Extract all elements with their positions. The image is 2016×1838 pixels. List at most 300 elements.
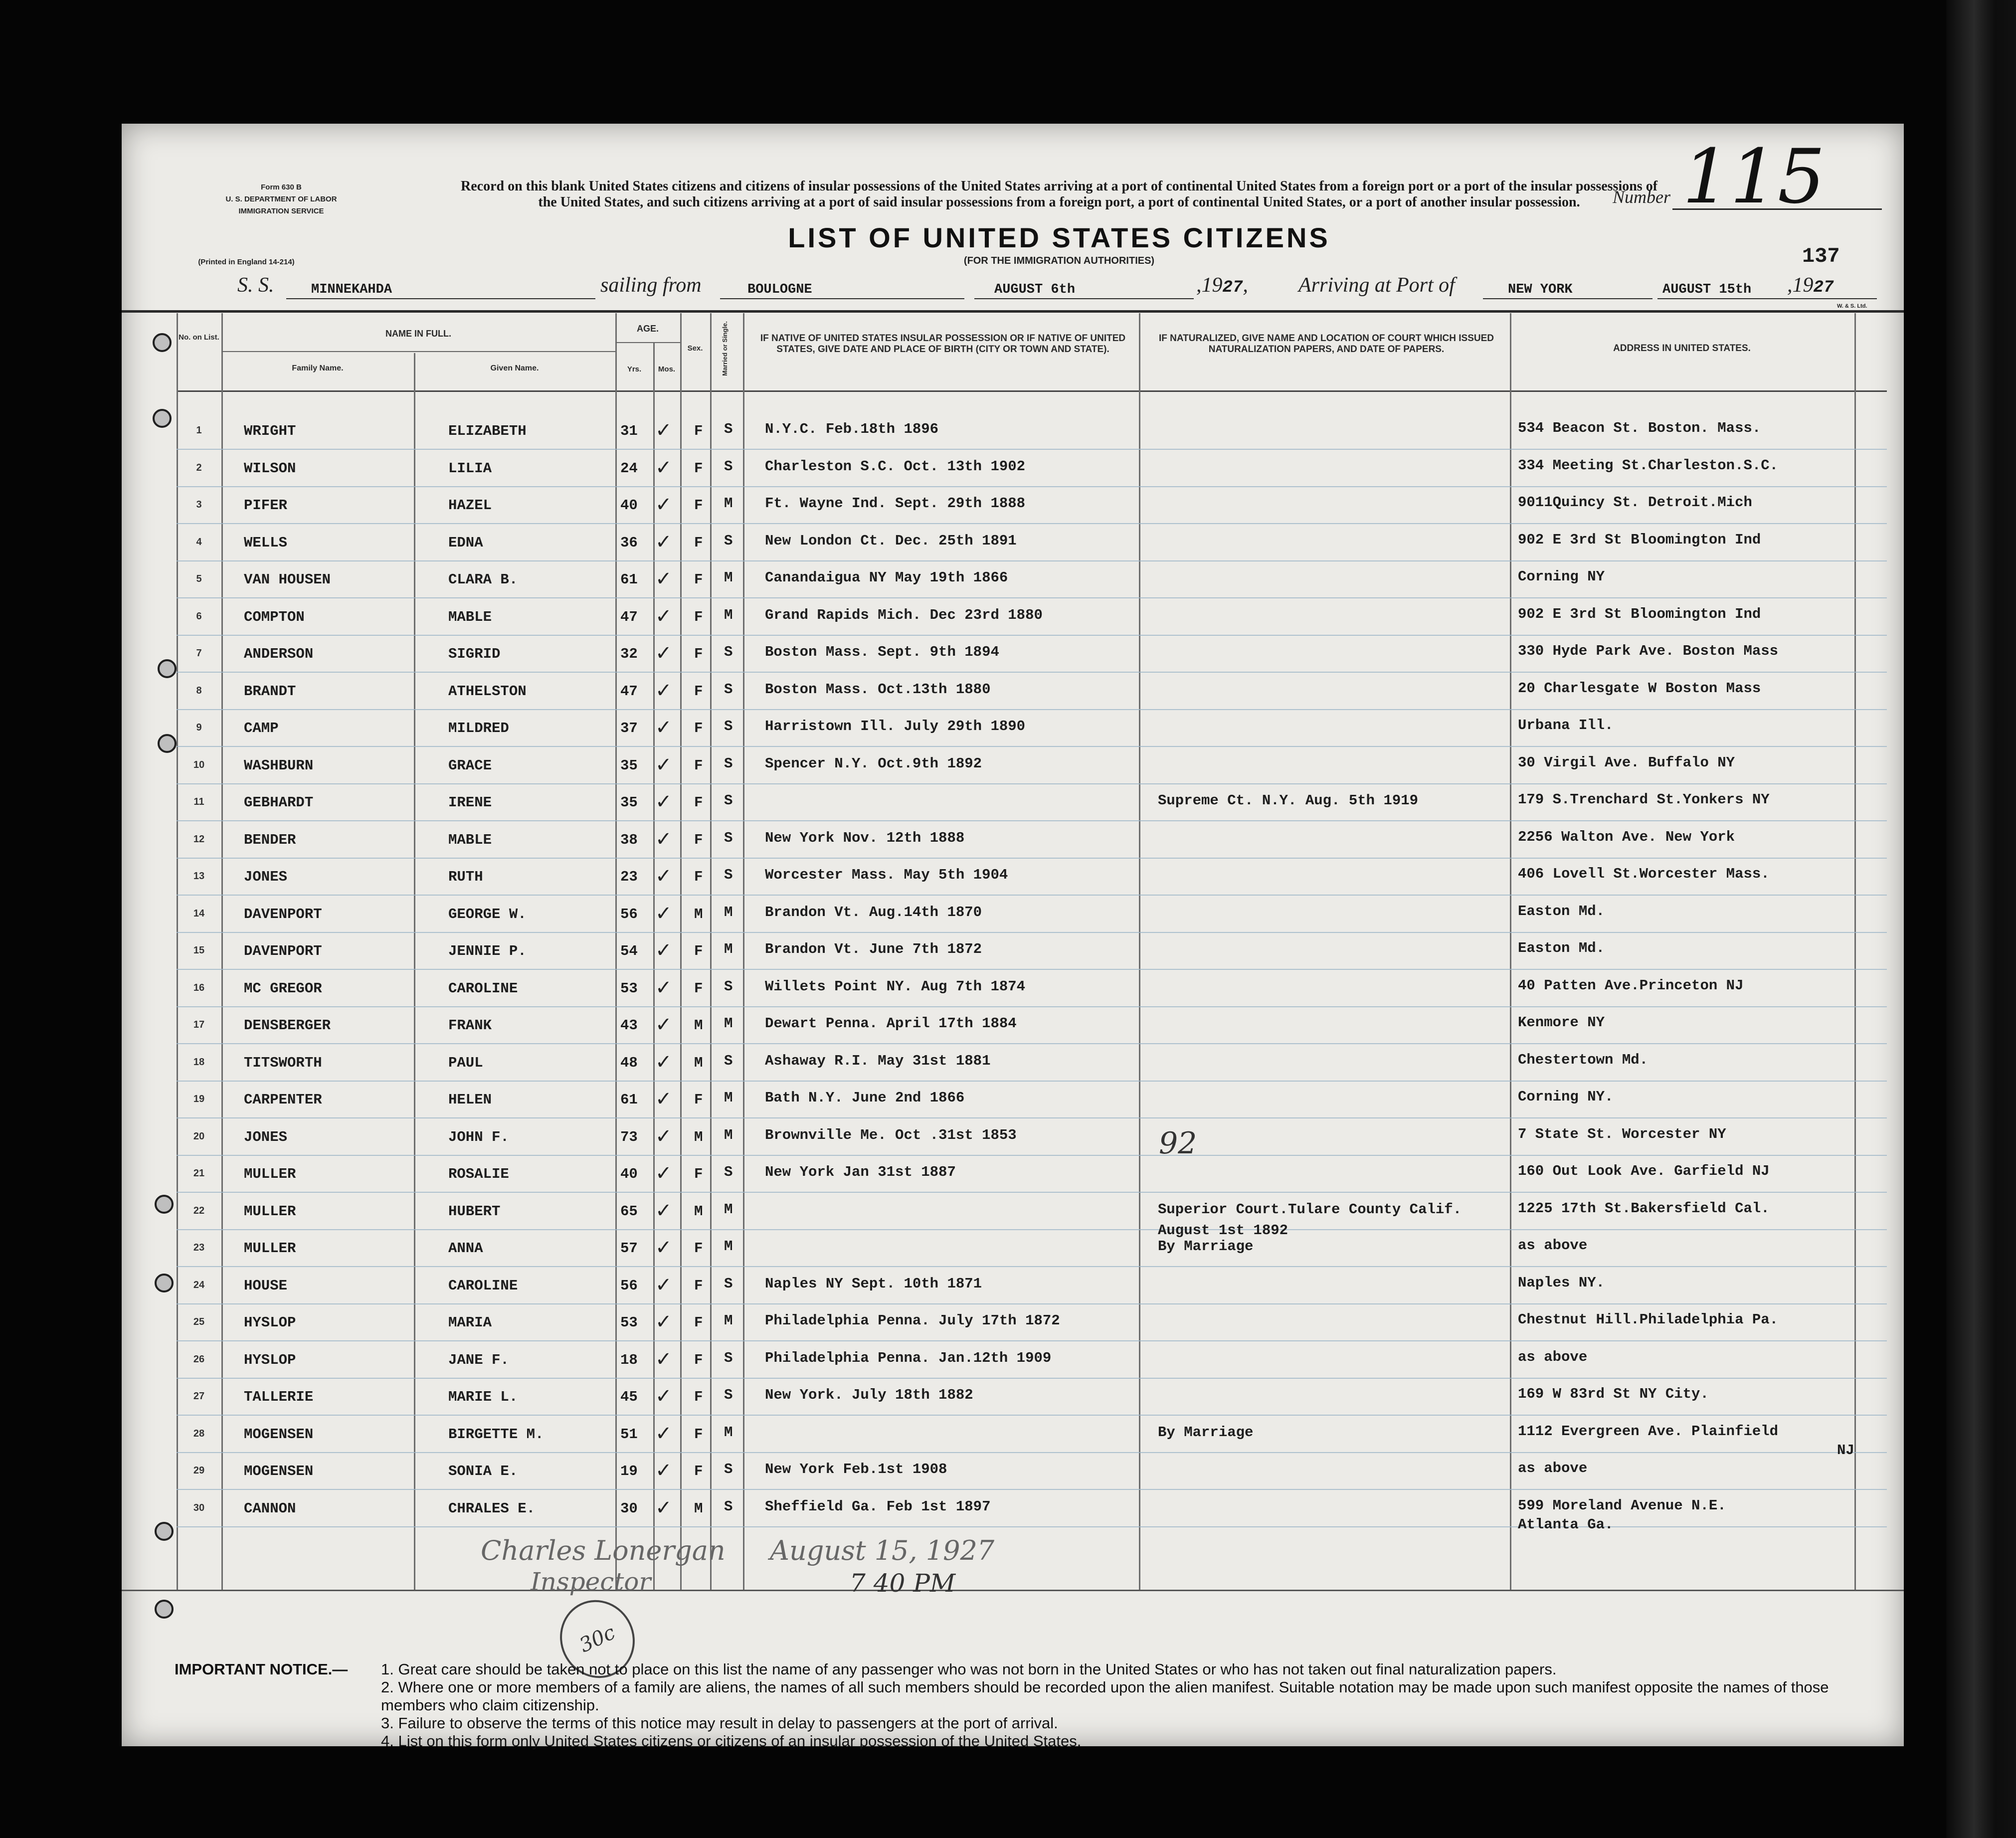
marital-status: M xyxy=(724,495,733,512)
birth-place-date: Willets Point NY. Aug 7th 1874 xyxy=(765,978,1026,995)
check-mark-icon: ✓ xyxy=(655,790,672,813)
list-number: 115 xyxy=(1682,134,1826,220)
row-line xyxy=(177,1452,1887,1453)
family-name: TALLERIE xyxy=(244,1389,314,1405)
row-line xyxy=(177,858,1887,859)
signature-date: August 15, 1927 xyxy=(770,1535,995,1566)
notice-item-3: 3. Failure to observe the terms of this notice may result in delay to passengers at the port of arrival. xyxy=(381,1714,1058,1732)
col-divider xyxy=(680,313,682,1590)
row-number: 7 xyxy=(196,648,202,659)
age-years: 30 xyxy=(620,1500,638,1517)
row-line xyxy=(177,1081,1887,1082)
age-years: 47 xyxy=(620,683,638,700)
form-instructions: Record on this blank United States citizens and citizens of insular possessions of the United States arriving at a port of continental United States from a foreign port or a port of the insular possessions of the United States, and such citizens arriving at a port of said insular possessions from a foreign port, a port of continental United States, or a port of another insular possession. xyxy=(461,179,1658,210)
marital-status: S xyxy=(724,792,733,809)
sex: F xyxy=(694,980,703,997)
marital-status: S xyxy=(724,421,733,437)
family-name: GEBHARDT xyxy=(244,794,314,811)
check-mark-icon: ✓ xyxy=(655,902,672,925)
col-divider xyxy=(1854,313,1856,1590)
row-number: 27 xyxy=(193,1391,205,1402)
address: 7 State St. Worcester NY xyxy=(1518,1125,1726,1142)
col-header-married: Married or Single. xyxy=(721,321,729,376)
col-divider xyxy=(653,343,655,1590)
row-line xyxy=(177,783,1887,784)
date-underline xyxy=(974,298,1194,299)
family-name: MOGENSEN xyxy=(244,1463,314,1479)
family-name: COMPTON xyxy=(244,608,305,625)
row-line xyxy=(177,672,1887,673)
printed-note: (Printed in England 14-214) xyxy=(198,258,295,266)
sex: M xyxy=(694,1500,703,1517)
age-years: 56 xyxy=(620,1277,638,1294)
family-name: CARPENTER xyxy=(244,1092,322,1108)
arrival-date-underline xyxy=(1657,298,1877,299)
binder-hole xyxy=(155,1274,174,1292)
marital-status: S xyxy=(724,755,733,772)
address: 2256 Walton Ave. New York xyxy=(1518,828,1735,845)
row-number: 24 xyxy=(193,1279,205,1290)
row-number: 4 xyxy=(196,536,202,548)
sex: F xyxy=(694,1166,703,1182)
binder-hole xyxy=(153,333,172,352)
arrival-port-underline xyxy=(1483,298,1652,299)
clerk-stamp: 30c xyxy=(548,1588,648,1690)
age-years: 37 xyxy=(620,720,638,736)
marital-status: M xyxy=(724,1126,733,1143)
row-number: 25 xyxy=(193,1316,205,1327)
sex: M xyxy=(694,906,703,922)
age-years: 19 xyxy=(620,1463,638,1479)
age-years: 32 xyxy=(620,646,638,662)
signature-time: 7 40 PM xyxy=(850,1569,956,1598)
col-divider xyxy=(221,313,223,1590)
sex: F xyxy=(694,720,703,736)
family-name: MULLER xyxy=(244,1240,296,1257)
departure-date: AUGUST 6th xyxy=(994,282,1076,297)
check-mark-icon: ✓ xyxy=(655,1347,672,1371)
col-divider xyxy=(1510,313,1511,1590)
birth-place-date: Sheffield Ga. Feb 1st 1897 xyxy=(765,1498,991,1515)
given-name: RUTH xyxy=(448,869,483,885)
row-line xyxy=(177,969,1887,970)
family-name: HOUSE xyxy=(244,1277,288,1294)
family-name: MULLER xyxy=(244,1166,296,1182)
family-name: PIFER xyxy=(244,497,288,514)
check-mark-icon: ✓ xyxy=(655,1199,672,1222)
birth-place-date: Charleston S.C. Oct. 13th 1902 xyxy=(765,458,1026,475)
arriving-label: Arriving at Port of xyxy=(1298,274,1455,297)
row-number: 10 xyxy=(193,759,205,770)
check-mark-icon: ✓ xyxy=(655,642,672,665)
address: 30 Virgil Ave. Buffalo NY xyxy=(1518,754,1735,771)
age-years: 38 xyxy=(620,831,638,848)
departure-port: BOULOGNE xyxy=(747,282,812,297)
birth-place-date: Ft. Wayne Ind. Sept. 29th 1888 xyxy=(765,495,1026,512)
address: 330 Hyde Park Ave. Boston Mass xyxy=(1518,643,1779,659)
given-name: ATHELSTON xyxy=(448,683,527,700)
naturalization: Supreme Ct. N.Y. Aug. 5th 1919 xyxy=(1158,792,1419,809)
check-mark-icon: ✓ xyxy=(655,865,672,888)
marital-status: M xyxy=(724,904,733,920)
given-name: GRACE xyxy=(448,757,492,774)
row-number: 15 xyxy=(193,945,205,956)
row-number: 28 xyxy=(193,1428,205,1439)
row-line xyxy=(177,449,1887,450)
sex: M xyxy=(694,1128,703,1145)
header-bottom-border xyxy=(177,390,1887,392)
binder-hole xyxy=(155,1522,174,1541)
sex: F xyxy=(694,1240,703,1257)
row-line xyxy=(177,1006,1887,1007)
given-name: ROSALIE xyxy=(448,1166,509,1182)
family-name: BRANDT xyxy=(244,683,296,700)
row-line xyxy=(177,1340,1887,1341)
birth-place-date: New London Ct. Dec. 25th 1891 xyxy=(765,532,1017,549)
row-number: 8 xyxy=(196,685,202,696)
arrival-year: 27 xyxy=(1813,278,1834,297)
row-line xyxy=(177,1229,1887,1230)
notice-item-1: 1. Great care should be taken not to place on this list the name of any passenger who was not born in the United States or who has not taken out final naturalization papers. xyxy=(381,1660,1557,1678)
given-name: JOHN F. xyxy=(448,1128,509,1145)
marital-status: S xyxy=(724,978,733,995)
ss-label: S. S. xyxy=(237,274,274,297)
printer-mark: W. & S. Ltd. xyxy=(1837,303,1867,309)
sex: F xyxy=(694,1314,703,1331)
row-line xyxy=(177,1303,1887,1304)
row-line xyxy=(177,560,1887,561)
port-underline xyxy=(720,298,964,299)
ship-underline xyxy=(286,298,595,299)
given-name: MARIE L. xyxy=(448,1389,518,1405)
address: 334 Meeting St.Charleston.S.C. xyxy=(1518,457,1779,474)
address: 902 E 3rd St Bloomington Ind xyxy=(1518,531,1761,548)
family-name: DAVENPORT xyxy=(244,943,322,959)
row-number: 20 xyxy=(193,1130,205,1142)
address-line-2: Atlanta Ga. xyxy=(1518,1516,1614,1533)
naturalization: By Marriage xyxy=(1158,1424,1254,1441)
naturalization: Superior Court.Tulare County Calif. xyxy=(1158,1201,1462,1218)
marital-status: S xyxy=(724,1164,733,1180)
depart-year-prefix: 19 xyxy=(1201,274,1223,297)
family-name: TITSWORTH xyxy=(244,1054,322,1071)
department: U. S. DEPARTMENT OF LABOR xyxy=(225,195,337,203)
age-years: 18 xyxy=(620,1351,638,1368)
sex: F xyxy=(694,608,703,625)
col-divider xyxy=(743,313,744,1590)
birth-place-date: N.Y.C. Feb.18th 1896 xyxy=(765,421,939,437)
row-line xyxy=(177,486,1887,487)
marital-status: S xyxy=(724,867,733,883)
sex: M xyxy=(694,1054,703,1071)
family-name: MC GREGOR xyxy=(244,980,322,997)
family-name: VAN HOUSEN xyxy=(244,571,331,588)
col-header-given: Given Name. xyxy=(490,364,539,372)
departure-year: 27 xyxy=(1222,278,1243,297)
row-number: 14 xyxy=(193,908,205,919)
marital-status: S xyxy=(724,1052,733,1069)
given-name: FRANK xyxy=(448,1017,492,1034)
check-mark-icon: ✓ xyxy=(655,1496,672,1519)
address: Kenmore NY xyxy=(1518,1014,1605,1031)
check-mark-icon: ✓ xyxy=(655,827,672,851)
family-name: MULLER xyxy=(244,1203,296,1220)
notice-heading: IMPORTANT NOTICE.— xyxy=(175,1660,348,1678)
age-years: 48 xyxy=(620,1054,638,1071)
address: 534 Beacon St. Boston. Mass. xyxy=(1518,420,1761,436)
address: 179 S.Trenchard St.Yonkers NY xyxy=(1518,791,1770,808)
row-number: 18 xyxy=(193,1056,205,1068)
page-subtitle: (FOR THE IMMIGRATION AUTHORITIES) xyxy=(963,255,1155,266)
row-line xyxy=(177,1489,1887,1490)
address: Urbana Ill. xyxy=(1518,717,1614,734)
sex: F xyxy=(694,943,703,959)
check-mark-icon: ✓ xyxy=(655,456,672,479)
birth-place-date: Harristown Ill. July 29th 1890 xyxy=(765,718,1026,735)
sex: F xyxy=(694,1092,703,1108)
address: 20 Charlesgate W Boston Mass xyxy=(1518,680,1761,697)
marital-status: M xyxy=(724,1424,733,1441)
birth-place-date: Boston Mass. Oct.13th 1880 xyxy=(765,681,991,698)
check-mark-icon: ✓ xyxy=(655,1050,672,1074)
arrive-year-prefix: 19 xyxy=(1792,274,1814,297)
row-number: 29 xyxy=(193,1465,205,1476)
binder-hole xyxy=(158,734,177,753)
row-number: 3 xyxy=(196,499,202,510)
address: 902 E 3rd St Bloomington Ind xyxy=(1518,605,1761,622)
sex: F xyxy=(694,831,703,848)
check-mark-icon: ✓ xyxy=(655,1124,672,1148)
row-line xyxy=(177,523,1887,524)
row-number: 2 xyxy=(196,462,202,473)
birth-place-date: New York. July 18th 1882 xyxy=(765,1387,973,1403)
age-subheader-line xyxy=(615,342,680,343)
address: Easton Md. xyxy=(1518,903,1605,919)
age-years: 23 xyxy=(620,869,638,885)
row-line xyxy=(177,1266,1887,1267)
birth-place-date: New York Feb.1st 1908 xyxy=(765,1461,947,1477)
col-header-birth: IF NATIVE OF UNITED STATES INSULAR POSSESSION OR IF NATIVE OF UNITED STATES, GIVE DATE AND PLACE OF BIRTH (CITY OR TOWN AND STATE). xyxy=(760,333,1126,355)
marital-status: S xyxy=(724,829,733,846)
col-divider xyxy=(1139,313,1140,1590)
family-name: HYSLOP xyxy=(244,1314,296,1331)
sex: F xyxy=(694,571,703,588)
marital-status: S xyxy=(724,1498,733,1515)
birth-place-date: Worcester Mass. May 5th 1904 xyxy=(765,867,1008,883)
row-number: 26 xyxy=(193,1353,205,1365)
age-years: 35 xyxy=(620,757,638,774)
age-years: 51 xyxy=(620,1426,638,1443)
inspector-title: Inspector xyxy=(531,1567,651,1596)
row-line xyxy=(177,746,1887,747)
sex: F xyxy=(694,534,703,551)
check-mark-icon: ✓ xyxy=(655,419,672,442)
arrival-port: NEW YORK xyxy=(1508,282,1573,297)
sex: F xyxy=(694,497,703,514)
given-name: HUBERT xyxy=(448,1203,501,1220)
family-name: DENSBERGER xyxy=(244,1017,331,1034)
col-header-age: AGE. xyxy=(636,324,659,334)
given-name: LILIA xyxy=(448,460,492,477)
page-number: 137 xyxy=(1802,244,1840,268)
row-number: 17 xyxy=(193,1019,205,1030)
age-years: 65 xyxy=(620,1203,638,1220)
row-number: 11 xyxy=(193,796,204,807)
given-name: HAZEL xyxy=(448,497,492,514)
given-name: GEORGE W. xyxy=(448,906,527,922)
check-mark-icon: ✓ xyxy=(655,1385,672,1408)
birth-place-date: Brownville Me. Oct .31st 1853 xyxy=(765,1126,1017,1143)
check-mark-icon: ✓ xyxy=(655,530,672,553)
binder-hole xyxy=(158,659,177,678)
row-line xyxy=(177,635,1887,636)
age-years: 24 xyxy=(620,460,638,477)
sex: F xyxy=(694,460,703,477)
address: Corning NY xyxy=(1518,568,1605,585)
given-name: MABLE xyxy=(448,608,492,625)
family-name: BENDER xyxy=(244,831,296,848)
birth-place-date: Brandon Vt. Aug.14th 1870 xyxy=(765,904,982,920)
check-mark-icon: ✓ xyxy=(655,567,672,590)
sex: M xyxy=(694,1203,703,1220)
col-divider xyxy=(414,353,415,1590)
birth-place-date: Boston Mass. Sept. 9th 1894 xyxy=(765,644,999,660)
given-name: ANNA xyxy=(448,1240,483,1257)
given-name: CAROLINE xyxy=(448,980,518,997)
check-mark-icon: ✓ xyxy=(655,1422,672,1445)
age-years: 54 xyxy=(620,943,638,959)
birth-place-date: Philadelphia Penna. July 17th 1872 xyxy=(765,1312,1060,1329)
name-subheader-line xyxy=(221,351,615,352)
row-line xyxy=(177,1192,1887,1193)
sex: F xyxy=(694,794,703,811)
form-number: Form 630 B xyxy=(261,183,302,191)
col-header-sex: Sex. xyxy=(687,344,703,353)
family-name: JONES xyxy=(244,1128,288,1145)
birth-place-date: Canandaigua NY May 19th 1866 xyxy=(765,569,1008,586)
address: 160 Out Look Ave. Garfield NJ xyxy=(1518,1163,1770,1179)
marital-status: M xyxy=(724,1201,733,1218)
address: 1225 17th St.Bakersfield Cal. xyxy=(1518,1200,1770,1217)
row-number: 13 xyxy=(193,871,205,882)
col-header-naturalized: IF NATURALIZED, GIVE NAME AND LOCATION OF COURT WHICH ISSUED NATURALIZATION PAPERS, AND DATE OF PAPERS. xyxy=(1158,333,1494,355)
marital-status: S xyxy=(724,1461,733,1477)
inspector-signature: Charles Lonergan xyxy=(481,1535,726,1566)
marital-status: M xyxy=(724,1090,733,1106)
marital-status: M xyxy=(724,569,733,586)
birth-place-date: Philadelphia Penna. Jan.12th 1909 xyxy=(765,1349,1052,1366)
col-header-no: No. on List. xyxy=(179,333,219,342)
age-years: 53 xyxy=(620,1314,638,1331)
given-name: MILDRED xyxy=(448,720,509,736)
sex: F xyxy=(694,1426,703,1443)
given-name: BIRGETTE M. xyxy=(448,1426,544,1443)
age-years: 61 xyxy=(620,571,638,588)
birth-place-date: Naples NY Sept. 10th 1871 xyxy=(765,1275,982,1292)
sex: F xyxy=(694,869,703,885)
binder-hole xyxy=(155,1195,174,1214)
marital-status: M xyxy=(724,941,733,957)
sex: F xyxy=(694,757,703,774)
note-92: 92 xyxy=(1159,1126,1197,1161)
family-name: DAVENPORT xyxy=(244,906,322,922)
address: as above xyxy=(1518,1460,1588,1476)
address: Chestertown Md. xyxy=(1518,1051,1649,1068)
check-mark-icon: ✓ xyxy=(655,1459,672,1482)
row-number: 16 xyxy=(193,982,205,993)
birth-place-date: Bath N.Y. June 2nd 1866 xyxy=(765,1090,965,1106)
family-name: WRIGHT xyxy=(244,423,296,439)
age-years: 47 xyxy=(620,608,638,625)
age-years: 35 xyxy=(620,794,638,811)
naturalization: By Marriage xyxy=(1158,1238,1254,1255)
family-name: CAMP xyxy=(244,720,279,736)
address: Easton Md. xyxy=(1518,940,1605,956)
marital-status: S xyxy=(724,532,733,549)
check-mark-icon: ✓ xyxy=(655,604,672,628)
sex: F xyxy=(694,1389,703,1405)
given-name: PAUL xyxy=(448,1054,483,1071)
address: as above xyxy=(1518,1348,1588,1365)
age-years: 45 xyxy=(620,1389,638,1405)
given-name: CAROLINE xyxy=(448,1277,518,1294)
given-name: CHRALES E. xyxy=(448,1500,536,1517)
given-name: CLARA B. xyxy=(448,571,518,588)
col-divider xyxy=(615,313,617,1590)
row-number: 30 xyxy=(193,1502,205,1513)
row-line xyxy=(177,1378,1887,1379)
age-years: 73 xyxy=(620,1128,638,1145)
family-name: ANDERSON xyxy=(244,646,314,662)
birth-place-date: New York Jan 31st 1887 xyxy=(765,1164,956,1180)
row-line xyxy=(177,1117,1887,1118)
given-name: SONIA E. xyxy=(448,1463,518,1479)
given-name: MARIA xyxy=(448,1314,492,1331)
age-years: 36 xyxy=(620,534,638,551)
age-years: 43 xyxy=(620,1017,638,1034)
col-header-name: NAME IN FULL. xyxy=(385,329,451,339)
number-label: Number xyxy=(1613,187,1670,207)
age-years: 56 xyxy=(620,906,638,922)
family-name: WELLS xyxy=(244,534,288,551)
row-number: 1 xyxy=(196,425,202,436)
naturalization-date: August 1st 1892 xyxy=(1158,1222,1288,1239)
row-number: 12 xyxy=(193,833,205,845)
birth-place-date: Brandon Vt. June 7th 1872 xyxy=(765,941,982,957)
service: IMMIGRATION SERVICE xyxy=(238,207,324,215)
film-edge xyxy=(1946,0,2016,1838)
age-years: 57 xyxy=(620,1240,638,1257)
birth-place-date: New York Nov. 12th 1888 xyxy=(765,829,965,846)
sex: F xyxy=(694,1463,703,1479)
col-header-family: Family Name. xyxy=(292,364,344,372)
check-mark-icon: ✓ xyxy=(655,1310,672,1333)
check-mark-icon: ✓ xyxy=(655,1162,672,1185)
family-name: WASHBURN xyxy=(244,757,314,774)
row-number: 19 xyxy=(193,1094,205,1104)
given-name: ELIZABETH xyxy=(448,423,527,439)
address: 406 Lovell St.Worcester Mass. xyxy=(1518,866,1770,882)
marital-status: S xyxy=(724,644,733,660)
row-number: 6 xyxy=(196,610,202,622)
age-years: 40 xyxy=(620,497,638,514)
address: 1112 Evergreen Ave. Plainfield xyxy=(1518,1423,1779,1440)
check-mark-icon: ✓ xyxy=(655,939,672,962)
family-name: HYSLOP xyxy=(244,1351,296,1368)
table-bottom-border xyxy=(122,1590,1904,1591)
binder-hole xyxy=(153,409,172,428)
manifest-sheet: Form 630 B U. S. DEPARTMENT OF LABOR IMMIGRATION SERVICE (Printed in England 14-214) Record on this blank United States citizens and citizens of insular possessions of the United States arriving at a port of continental United States from a foreign port or a port of the insular possessions of the United States, and such citizens arriving at a port of said insular possessions from a foreign port, a port of continental United States, or a port of another insular possession. LIST OF UNITED STATES CITIZENS (FOR THE IMMIGRATION AUTHORITIES) Number 115 137 S. S. MINNEKAHDA sailing from BOULOGNE AUGUST 6th ,1927, Arriving at Port of NEW YORK AUGUST 15th ,1927 W. & S. Ltd. No. on List. NAME IN FULL. Family Name. Given Name. AGE. Yrs. Mos. Sex. Married or Single. IF NATIVE OF UNITED STATES INSULAR POSSESSION OR IF NATIVE OF UNITED STATES, GIVE DATE AND PLACE OF BIRTH (CITY OR TOWN AND STATE). IF NATURALIZED, GIVE NAME AND LOCATION OF COURT WHICH ISSUED NATURALIZATION PAPERS, AND DATE OF PAPERS. ADDRESS IN UNITED STATES. 1 WRIGHT ELIZABETH 31 F S N.Y.C. Feb.18th 1896 534 Beacon St. Boston. Mass. ✓ 2 WILSON LILIA 24 F S Charleston S.C. Oct. 13th 1902 334 Meeting St.Charleston.S.C. ✓ 3 PIFER HAZEL 40 F M Ft. Wayne Ind. Sept. 29th 1888 9011Quincy St. Detroit.Mich ✓ 4 WELLS EDNA 36 F S New London Ct. Dec. 25th 1891 902 E 3rd St Bloomington Ind ✓ 5 VAN HOUSEN CLARA B. 61 F M Canandaigua NY May 19th 1866 Corning NY ✓ 6 COMPTON MABLE 47 F M Grand Rapids Mich. Dec 23rd 1880 902 E 3rd St Bloomington Ind ✓ 7 ANDERSON SIGRID 32 F S Boston Mass. Sept. 9th 1894 330 Hyde Park Ave. Boston Mass ✓ 8 BRANDT ATHELSTON 47 F S Boston Mass. Oct.13th 1880 20 Charlesgate W Boston Mass ✓ 9 CAMP MILDRED 37 F S Harristown Ill. July 29th 1890 Urbana Ill. ✓ 10 WASHBURN GRACE 35 F S Spencer N.Y. Oct.9th 1892 30 Virgil Ave. Buffalo NY ✓ 11 GEBHARDT IRENE 35 F S Supreme Ct. N.Y. Aug. 5th 1919 179 S.Trenchard St.Yonkers NY ✓ 12 BENDER MABLE 38 F S New York Nov. 12th 1888 2256 Walton Ave. New York ✓ 13 JONES RUTH 23 F S Worcester Mass. May 5th 1904 406 Lovell St.Worcester Mass. ✓ 14 DAVENPORT GEORGE W. 56 M M Brandon Vt. Aug.14th 1870 Easton Md. ✓ 15 DAVENPORT JENNIE P. 54 F M Brandon Vt. June 7th 1872 Easton Md. ✓ 16 MC GREGOR CAROLINE 53 F S Willets Point NY. Aug 7th 1874 40 Patten Ave.Princeton NJ ✓ 17 DENSBERGER FRANK 43 M M Dewart Penna. April 17th 1884 Kenmore NY ✓ 18 TITSWORTH PAUL 48 M S Ashaway R.I. May 31st 1881 Chestertown Md. ✓ 19 CARPENTER HELEN 61 F M Bath N.Y. June 2nd 1866 Corning NY. ✓ 20 JONES JOHN F. 73 M M Brownville Me. Oct .31st 1853 7 State St. Worcester NY ✓ 21 MULLER ROSALIE 40 F S New York Jan 31st 1887 160 Out Look Ave. Garfield NJ ✓ 22 MULLER HUBERT 65 M M Superior Court.Tulare County Calif. August 1st 1892 1225 17th St.Bakersfield Cal. ✓ 23 MULLER ANNA 57 F M By Marriage as above ✓ 24 HOUSE CAROLINE 56 F S Naples NY Sept. 10th 1871 Naples NY. ✓ 25 HYSLOP MARIA 53 F M Philadelphia Penna. July 17th 1872 Chestnut Hill.Philadelphia Pa. ✓ 26 HYSLOP JANE F. 18 F S Philadelphia Penna. Jan.12th 1909 as above ✓ 27 TALLERIE MARIE L. 45 F S New York. July 18th 1882 169 W 83rd St NY City. ✓ 28 MOGENSEN BIRGETTE M. 51 F M By Marriage 1112 Evergreen Ave. Plainfield NJ ✓ 29 MOGENSEN SONIA E. 19 F S New York Feb.1st 1908 as above ✓ 30 CANNON CHRALES E. 30 M S Sheffield Ga. Feb 1st 1897 599 Moreland Avenue N.E. Atlanta Ga. ✓ 92 Charles Lonergan Inspector August 15, 1927 7 40 PM 30c IMPORTANT NOTICE.— 1. Great care should be taken not to place on this list the name of any passenger who was not born in the United States or who has not taken out final naturalization papers. 2. Where one or more members of a family are aliens, the names of all such members should be recorded upon the alien manifest. Suitable notation may be made upon such manifest opposite the names of those members who claim citizenship. 3. Failure to observe the terms of this notice may result in delay to passengers at the port of arrival. 4. List on this form only United States citizens or citizens of an insular possession of the United States. xyxy=(122,124,1904,1746)
